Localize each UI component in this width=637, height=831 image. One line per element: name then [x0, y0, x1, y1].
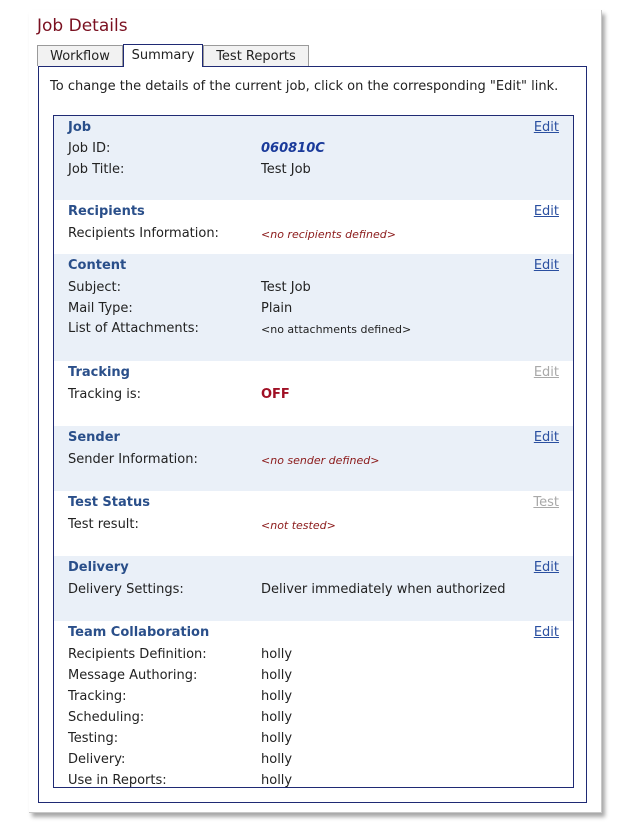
- team-row-value: holly: [261, 647, 293, 662]
- team-row-tracking: [68, 689, 568, 709]
- team-row-label: Message Authoring:: [68, 668, 198, 683]
- team-row-use-in-reports: [68, 773, 568, 788]
- tracking-section: [54, 361, 573, 426]
- team-row-label: Tracking:: [68, 689, 127, 704]
- delivery-settings-value: Deliver immediately when authorized: [261, 582, 506, 597]
- recipients-section: [54, 200, 573, 254]
- mail-type-row: [68, 301, 568, 321]
- job-title-row: [68, 162, 568, 182]
- test-status-heading: Test Status: [68, 495, 150, 510]
- job-summary-box: [53, 115, 574, 788]
- attachments-row: [68, 321, 568, 341]
- mail-type-label: Mail Type:: [68, 301, 133, 316]
- recipients-edit-link[interactable]: Edit: [533, 204, 559, 219]
- team-row-value: holly: [261, 731, 293, 746]
- team-collaboration-edit-link[interactable]: Edit: [533, 625, 559, 640]
- sender-info-value: <no sender defined>: [261, 454, 380, 467]
- tab-test-reports[interactable]: Test Reports: [203, 45, 309, 66]
- tracking-status-value: OFF: [261, 387, 290, 402]
- summary-tab-panel: [38, 66, 587, 803]
- test-result-value: <not tested>: [261, 519, 336, 532]
- content-heading: Content: [68, 258, 127, 273]
- team-row-message-authoring: [68, 668, 568, 688]
- delivery-settings-label: Delivery Settings:: [68, 582, 184, 597]
- page-title: Job Details: [37, 16, 128, 36]
- mail-type-value: Plain: [261, 301, 293, 316]
- team-collaboration-section: [54, 621, 573, 788]
- job-id-label: Job ID:: [68, 141, 111, 156]
- sender-info-row: [68, 452, 568, 472]
- test-status-section: [54, 491, 573, 556]
- recipients-info-value: <no recipients defined>: [261, 228, 396, 241]
- recipients-info-label: Recipients Information:: [68, 226, 219, 241]
- tracking-status-label: Tracking is:: [68, 387, 142, 402]
- job-heading: Job: [68, 120, 92, 135]
- team-row-value: holly: [261, 752, 293, 767]
- team-row-recipients-definition: [68, 647, 568, 667]
- team-row-label: Use in Reports:: [68, 773, 167, 788]
- tab-workflow[interactable]: Workflow: [37, 45, 123, 66]
- team-row-label: Recipients Definition:: [68, 647, 207, 662]
- attachments-label: List of Attachments:: [68, 321, 199, 336]
- sender-section: [54, 426, 573, 491]
- job-id-row: [68, 141, 568, 161]
- recipients-heading: Recipients: [68, 204, 145, 219]
- delivery-section: [54, 556, 573, 621]
- tracking-heading: Tracking: [68, 365, 130, 380]
- sender-info-label: Sender Information:: [68, 452, 198, 467]
- tab-summary[interactable]: Summary: [123, 44, 203, 67]
- team-collaboration-heading: Team Collaboration: [68, 625, 210, 640]
- team-row-label: Testing:: [68, 731, 119, 746]
- team-row-label: Delivery:: [68, 752, 126, 767]
- job-section: [54, 116, 573, 200]
- instructions-text: To change the details of the current job, click on the corresponding "Edit" link.: [50, 79, 559, 94]
- content-edit-link[interactable]: Edit: [533, 258, 559, 273]
- team-row-value: holly: [261, 773, 293, 788]
- attachments-value: <no attachments defined>: [261, 323, 412, 336]
- delivery-settings-row: [68, 582, 568, 602]
- subject-value: Test Job: [261, 280, 311, 295]
- test-result-label: Test result:: [68, 517, 139, 532]
- job-details-panel: [29, 10, 602, 813]
- delivery-heading: Delivery: [68, 560, 129, 575]
- team-row-label: Scheduling:: [68, 710, 145, 725]
- team-row-value: holly: [261, 710, 293, 725]
- tracking-edit-link: Edit: [533, 365, 559, 380]
- test-result-row: [68, 517, 568, 537]
- job-title-value: Test Job: [261, 162, 311, 177]
- team-row-testing: [68, 731, 568, 751]
- recipients-info-row: [68, 226, 568, 246]
- content-section: [54, 254, 573, 361]
- team-row-delivery: [68, 752, 568, 772]
- subject-row: [68, 280, 568, 300]
- sender-edit-link[interactable]: Edit: [533, 430, 559, 445]
- tracking-status-row: [68, 387, 568, 407]
- sender-heading: Sender: [68, 430, 120, 445]
- subject-label: Subject:: [68, 280, 121, 295]
- team-row-value: holly: [261, 689, 293, 704]
- job-id-value: 060810C: [261, 141, 325, 156]
- job-title-label: Job Title:: [68, 162, 125, 177]
- delivery-edit-link[interactable]: Edit: [533, 560, 559, 575]
- team-row-scheduling: [68, 710, 568, 730]
- team-row-value: holly: [261, 668, 293, 683]
- test-link: Test: [533, 495, 559, 510]
- job-edit-link[interactable]: Edit: [533, 120, 559, 135]
